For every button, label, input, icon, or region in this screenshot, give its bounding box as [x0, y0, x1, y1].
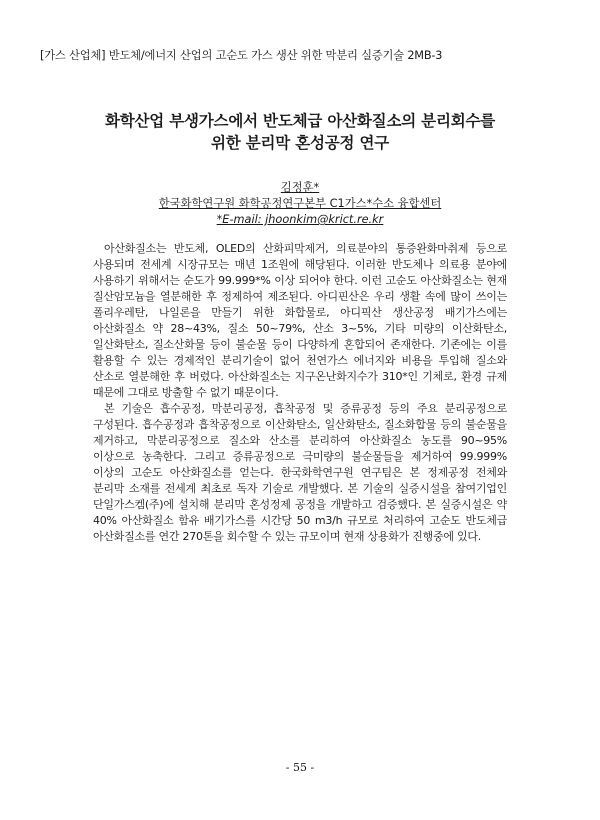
author-name: 김정훈*: [280, 181, 320, 194]
title-line-1: 화학산업 부생가스에서 반도체급 아산화질소의 분리회수를: [104, 112, 496, 130]
abstract-body: [93, 241, 507, 545]
author-affiliation: 한국화학연구원 화학공정연구본부 C1가스*수소 융합센터: [158, 197, 442, 210]
page-number: - 55 -: [285, 761, 315, 774]
author-email: *E-mail: jhoonkim@krict.re.kr: [216, 213, 384, 226]
title-line-2: 위한 분리막 혼성공정 연구: [210, 134, 390, 152]
running-header: [가스 산업체] 반도체/에너지 산업의 고순도 가스 생산 위한 막분리 실증기술 2MB-3: [40, 49, 443, 62]
paper-title: [40, 110, 560, 154]
author-block: [40, 180, 560, 228]
body-paragraph-1: 아산화질소는 반도체, OLED의 산화피막제거, 의료분야의 통증완화마취제 등으로 사용되며 전세계 시장규모는 매년 1조원에 해당된다. 이러한 반도체나 의료용 분야에 사용하기 위해서는 순도가 99.999*% 이상 되어야 한다. 이런 고순도 아산화질소는 현재 질산암모늄을 열분해한 후 정제하여 제조된다. 아디핀산은 우리 생활 속에 많이 쓰이는 폴리우레탄, 나일론을 만들기 위한 화합물로, 아디픽산 생산공정 배기가스에는 아산화질소 약 28~43%, 질소 50~79%, 산소 3~5%, 기타 미량의 이산화탄소, 일산화탄소, 질소산화물 등이 불순물 등이 다양하게 혼합되어 존재한다. 기존에는 이를 활용할 수 있는 경제적인 분리기술이 없어 천연가스 에너지와 비용을 투입해 질소와 산소로 열분해한 후 버렸다. 아산화질소는 지구온난화지수가 310*인 기체로, 환경 규제 때문에 그대로 방출할 수 없기 때문이다.: [93, 242, 507, 399]
body-paragraph-2: 본 기술은 흡수공정, 막분리공정, 흡착공정 및 증류공정 등의 주요 분리공정으로 구성된다. 흡수공정과 흡착공정으로 이산화탄소, 일산화탄소, 질소화합물 등의 불순물을 제거하고, 막분리공정으로 질소와 산소를 분리하여 아산화질소 농도를 90~95% 이상으로 농축한다. 그리고 증류공정으로 극미량의 불순물들을 제거하여 99.999% 이상의 고순도 아산화질소를 얻는다. 한국화학연구원 연구팀은 본 정제공정 전체와 분리막 소재를 전세계 최초로 독자 기술로 개발했다. 본 기술의 실증시설을 참여기업인 단일가스켐(주)에 설치해 분리막 혼성정제 공정을 개발하고 검증했다. 본 실증시설은 약 40% 아산화질소 함유 배기가스를 시간당 50 m3/h 규모로 처리하여 고순도 반도체급 아산화질소를 연간 270톤을 회수할 수 있는 규모이며 현재 상용화가 진행중에 있다.: [93, 402, 507, 543]
